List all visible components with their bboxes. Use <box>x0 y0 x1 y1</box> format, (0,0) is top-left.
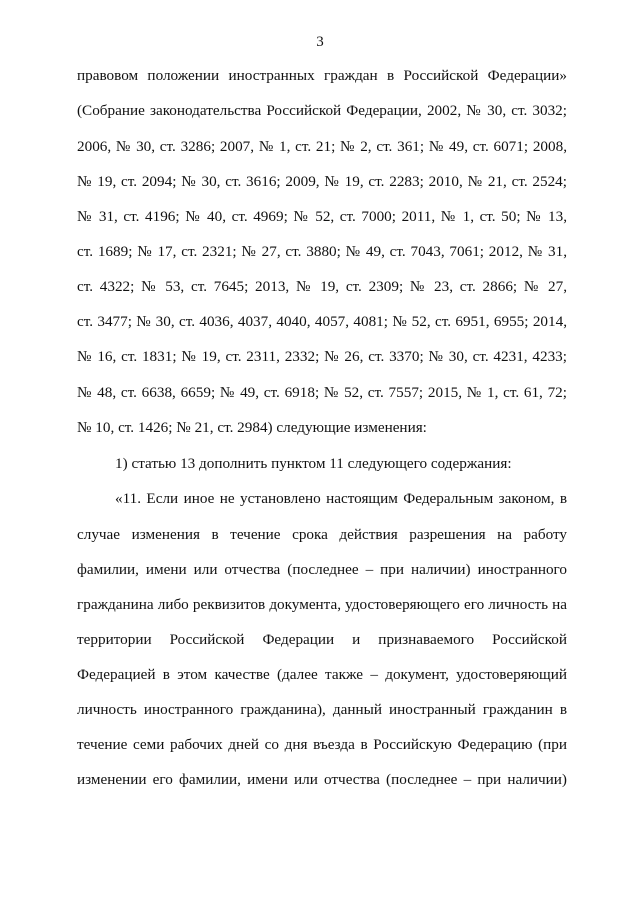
text-line: гражданина либо реквизитов документа, удостоверяющего его личность на <box>77 596 567 613</box>
text-line: № 10, ст. 1426; № 21, ст. 2984) следующие изменения: <box>77 419 427 436</box>
text-line: № 19, ст. 2094; № 30, ст. 3616; 2009, № 19, ст. 2283; 2010, № 21, ст. 2524; <box>77 173 567 190</box>
text-line: случае изменения в течение срока действия разрешения на работу <box>77 526 567 543</box>
text-line: № 31, ст. 4196; № 40, ст. 4969; № 52, ст. 7000; 2011, № 1, ст. 50; № 13, <box>77 208 567 225</box>
text-line: ст. 1689; № 17, ст. 2321; № 27, ст. 3880; № 49, ст. 7043, 7061; 2012, № 31, <box>77 243 567 260</box>
page-number: 3 <box>316 34 324 50</box>
text-line: 1) статью 13 дополнить пунктом 11 следующего содержания: <box>115 455 512 472</box>
text-line: «11. Если иное не установлено настоящим Федеральным законом, в <box>115 490 567 507</box>
text-line: № 16, ст. 1831; № 19, ст. 2311, 2332; № 26, ст. 3370; № 30, ст. 4231, 4233; <box>77 348 567 365</box>
text-line: территории Российской Федерации и признаваемого Российской <box>77 631 567 648</box>
text-line: изменении его фамилии, имени или отчества (последнее – при наличии) <box>77 771 567 788</box>
text-line: течение семи рабочих дней со дня въезда в Российскую Федерацию (при <box>77 736 567 753</box>
text-line: личность иностранного гражданина), данный иностранный гражданин в <box>77 701 567 718</box>
text-line: Федерацией в этом качестве (далее также – документ, удостоверяющий <box>77 666 567 683</box>
text-line: 2006, № 30, ст. 3286; 2007, № 1, ст. 21; № 2, ст. 361; № 49, ст. 6071; 2008, <box>77 138 567 155</box>
text-line: правовом положении иностранных граждан в Российской Федерации» <box>77 67 567 84</box>
text-line: фамилии, имени или отчества (последнее – при наличии) иностранного <box>77 561 567 578</box>
text-line: № 48, ст. 6638, 6659; № 49, ст. 6918; № 52, ст. 7557; 2015, № 1, ст. 61, 72; <box>77 384 567 401</box>
text-line: ст. 3477; № 30, ст. 4036, 4037, 4040, 4057, 4081; № 52, ст. 6951, 6955; 2014, <box>77 313 567 330</box>
text-line: (Собрание законодательства Российской Федерации, 2002, № 30, ст. 3032; <box>77 102 567 119</box>
text-line: ст. 4322; № 53, ст. 7645; 2013, № 19, ст. 2309; № 23, ст. 2866; № 27, <box>77 278 567 295</box>
